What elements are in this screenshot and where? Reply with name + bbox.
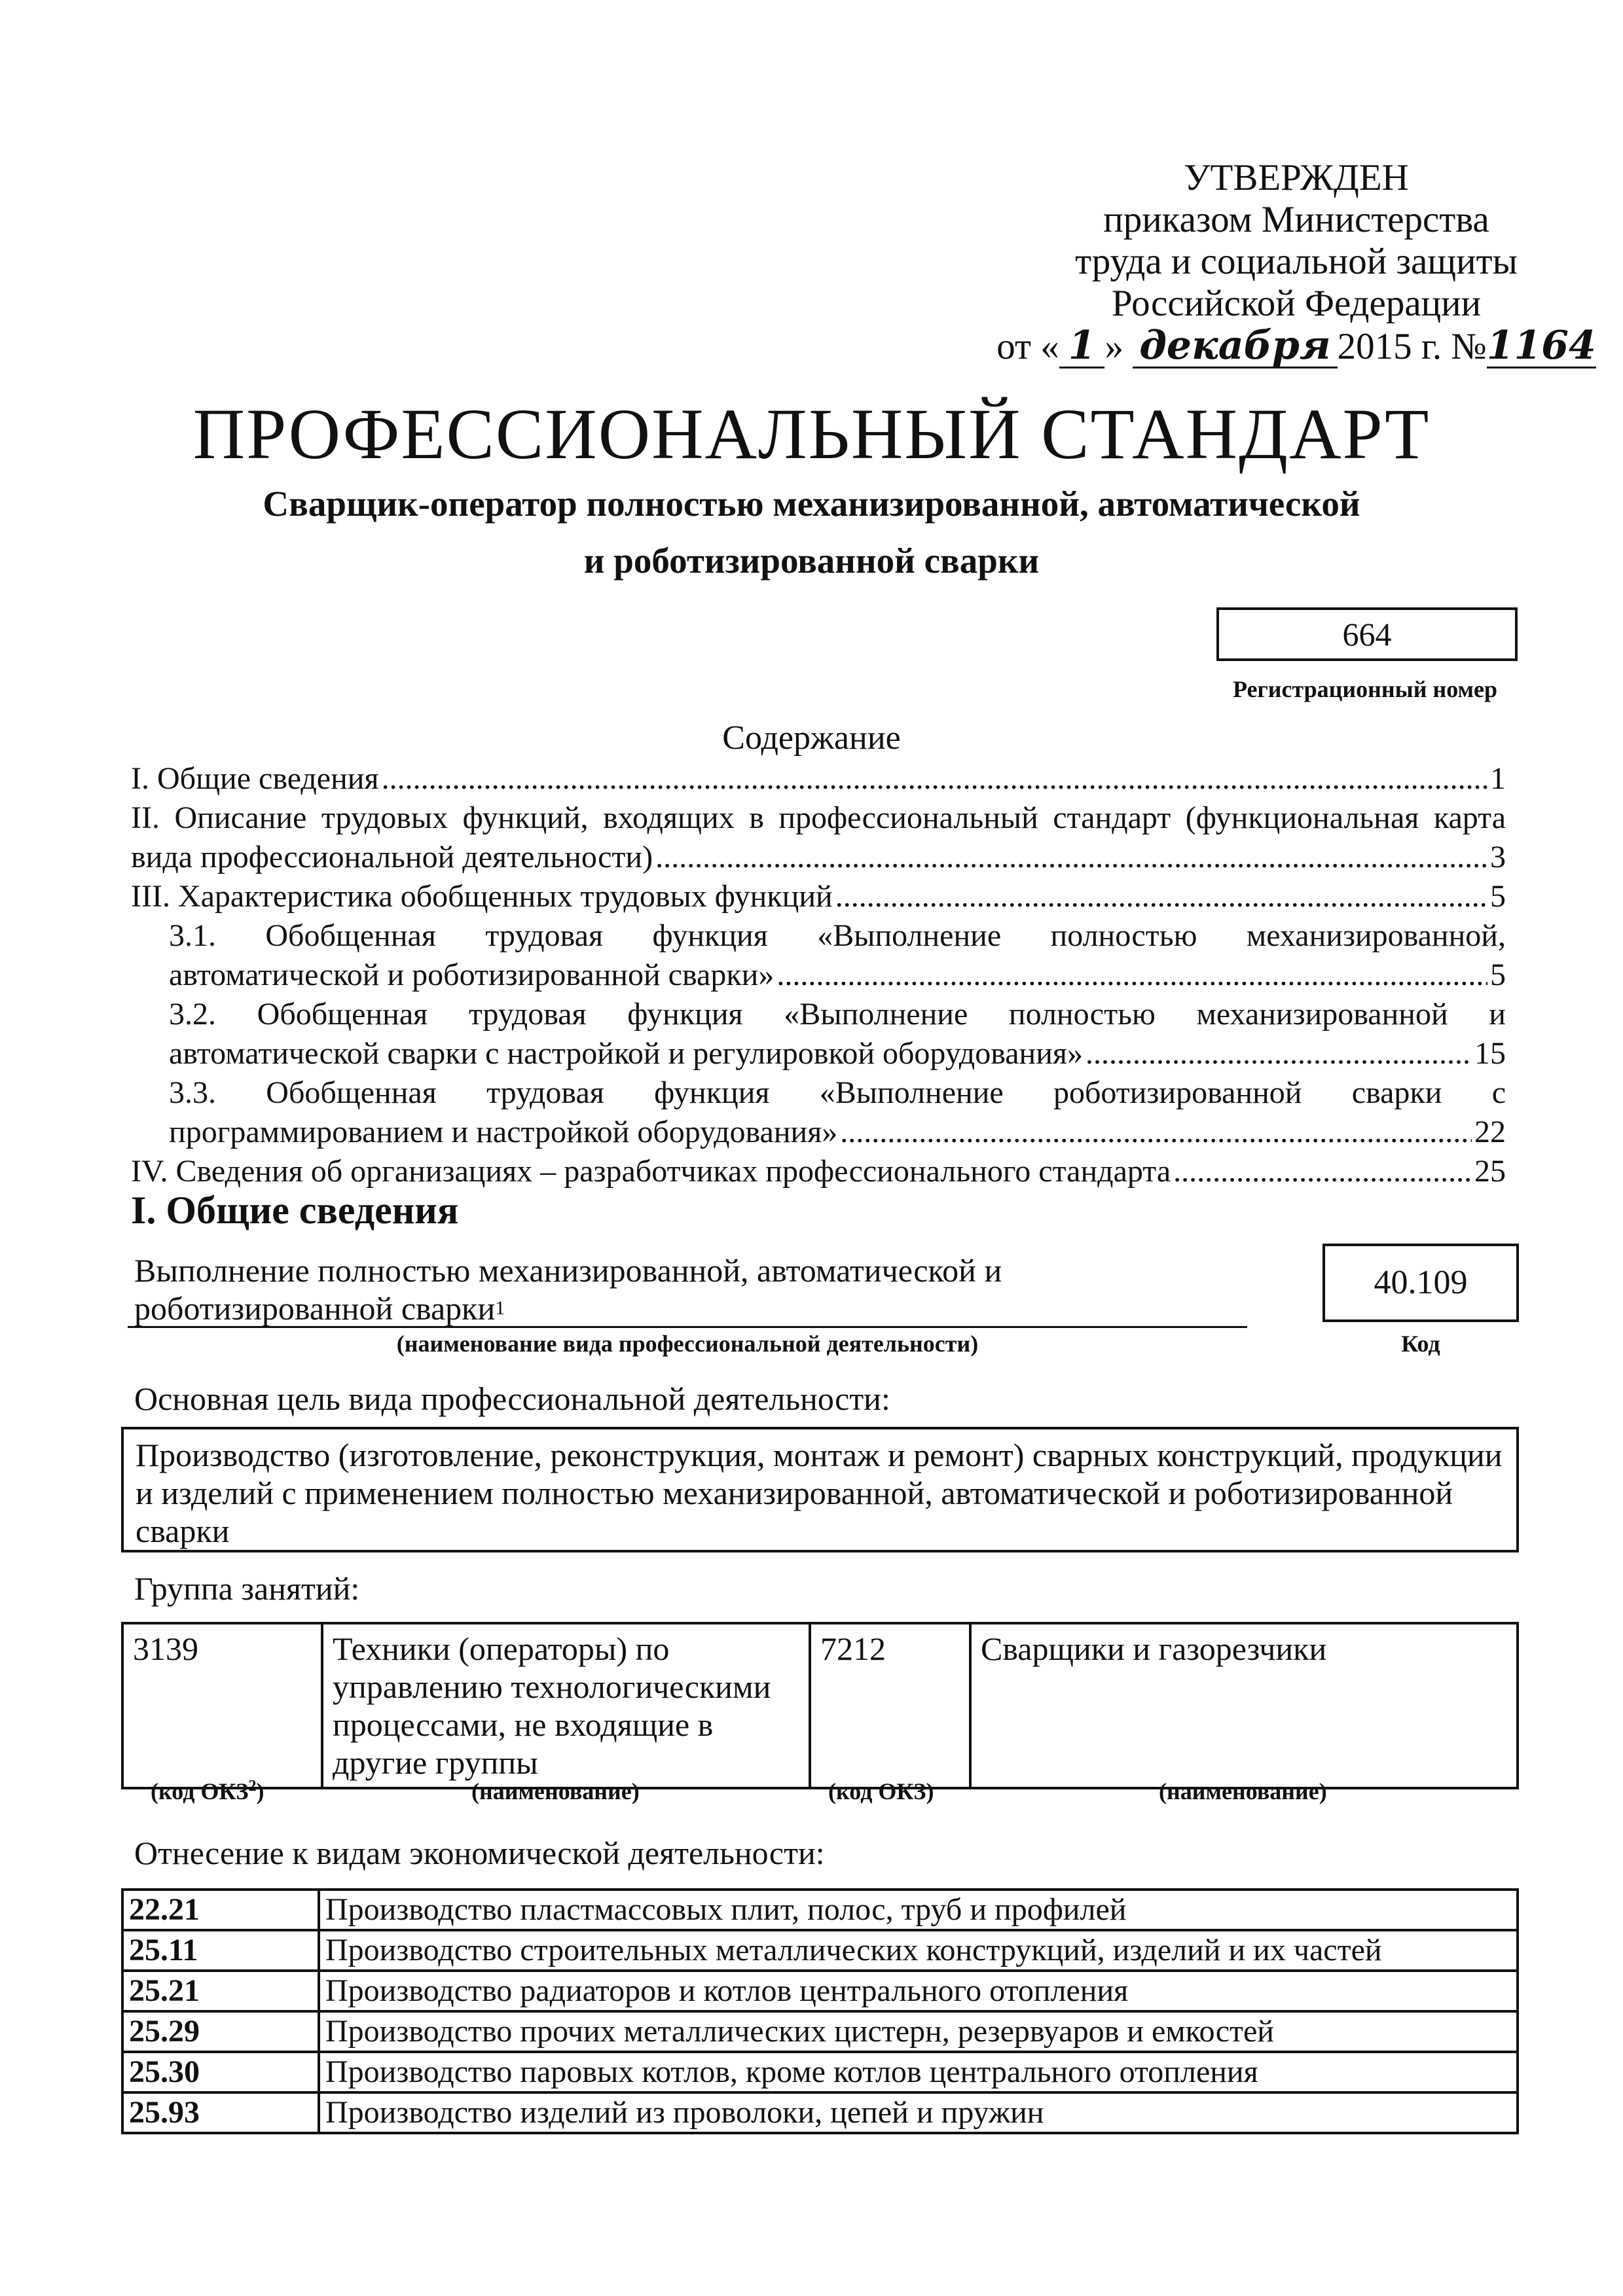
approval-line-2: приказом Министерства — [1103, 199, 1489, 240]
toc-subsection — [131, 916, 1506, 1152]
date-mid: » — [1104, 326, 1123, 367]
date-year: 2015 г. № — [1337, 326, 1487, 367]
toc-item-line[interactable]: 3.3. Обобщенная трудовая функция «Выполнение роботизированной сварки с — [169, 1075, 1506, 1110]
toc-item-text: автоматической и роботизированной сварки» — [169, 958, 775, 992]
approval-line-3: труда и социальной защиты — [1075, 241, 1518, 282]
toc-leader — [655, 838, 1487, 877]
toc-page: 5 — [1490, 879, 1506, 914]
group-name-cell: Сварщики и газорезчики — [970, 1623, 1518, 1788]
toc-item-text: I. Общие сведения — [131, 761, 379, 796]
toc-item[interactable] — [169, 956, 1506, 995]
okved-name: Производство паровых котлов, кроме котлов центрального отопления — [319, 2052, 1518, 2092]
group-code-cell: 7212 — [810, 1623, 970, 1788]
activity-name-line-2-wrap — [134, 1289, 1247, 1327]
okved-name: Производство пластмассовых плит, полос, труб и профилей — [319, 1890, 1518, 1930]
toc-leader — [1085, 1034, 1472, 1073]
table-row — [122, 1623, 1518, 1788]
toc-item-text: программированием и настройкой оборудования» — [169, 1115, 838, 1149]
code-caption: Код — [1401, 1331, 1440, 1357]
okved-name: Производство изделий из проволоки, цепей и пружин — [319, 2092, 1518, 2133]
toc-page: 5 — [1490, 958, 1506, 992]
okz-code-caption — [151, 1778, 264, 1805]
section-heading: I. Общие сведения — [131, 1189, 459, 1232]
activity-code-box: 40.109 — [1322, 1244, 1519, 1322]
document-title: ПРОФЕССИОНАЛЬНЫЙ СТАНДАРТ — [192, 394, 1431, 474]
activity-name-line-1: Выполнение полностью механизированной, автоматической и — [134, 1252, 1002, 1289]
okved-code: 25.21 — [122, 1971, 319, 2011]
toc-item[interactable] — [131, 759, 1506, 798]
toc-leader — [382, 759, 1487, 798]
approval-block — [969, 157, 1623, 368]
toc-item-line[interactable]: II. Описание трудовых функций, входящих в профессиональный стандарт (функциональная карта — [131, 800, 1506, 835]
toc-item[interactable] — [131, 877, 1506, 916]
toc-item[interactable] — [131, 838, 1506, 877]
okved-code: 25.30 — [122, 2052, 319, 2092]
subtitle-line-2: и роботизированной сварки — [583, 541, 1040, 581]
registration-number-label: Регистрационный номер — [1232, 676, 1498, 702]
toc-leader — [835, 877, 1487, 916]
table-of-contents — [131, 759, 1506, 1191]
group-name-caption: (наименование) — [471, 1778, 640, 1804]
registration-number-box: 664 — [1216, 607, 1518, 661]
goal-box: Производство (изготовление, реконструкция, монтаж и ремонт) сварных конструкций, продукции и изделий с применением полностью механизированной, автоматической и роботизированной сварки — [121, 1427, 1519, 1552]
toc-heading: Содержание — [722, 719, 901, 757]
toc-item[interactable] — [131, 1152, 1506, 1191]
table-row — [122, 1930, 1518, 1971]
approval-date-line — [969, 325, 1623, 368]
toc-page: 3 — [1490, 840, 1506, 874]
group-code-cell: 3139 — [122, 1623, 322, 1788]
okz-caption-close: ) — [256, 1778, 264, 1804]
table-row — [122, 1890, 1518, 1930]
economic-activity-table — [121, 1888, 1519, 2134]
toc-item-text: автоматической сварки с настройкой и регулировкой оборудования» — [169, 1036, 1083, 1071]
okved-code: 25.93 — [122, 2092, 319, 2133]
okved-name: Производство радиаторов и котлов центрального отопления — [319, 1971, 1518, 2011]
toc-item[interactable] — [169, 1113, 1506, 1152]
table-row — [122, 2011, 1518, 2052]
toc-leader — [840, 1113, 1472, 1152]
okved-name: Производство прочих металлических цистерн, резервуаров и емкостей — [319, 2011, 1518, 2052]
group-name-caption-2: (наименование) — [1159, 1778, 1327, 1804]
toc-leader — [1173, 1152, 1472, 1191]
group-label: Группа занятий: — [134, 1570, 360, 1607]
handwritten-month: декабря — [1133, 325, 1337, 368]
okved-code: 25.29 — [122, 2011, 319, 2052]
okved-code: 25.11 — [122, 1930, 319, 1971]
toc-page: 15 — [1474, 1036, 1506, 1071]
activity-underline — [128, 1326, 1247, 1328]
toc-item-text: вида профессиональной деятельности) — [131, 840, 653, 874]
toc-item-text: IV. Сведения об организациях – разработчиках профессионального стандарта — [131, 1154, 1171, 1189]
date-prefix: от « — [996, 326, 1059, 367]
activity-name — [134, 1251, 1247, 1327]
toc-leader — [776, 956, 1487, 995]
handwritten-order-number: 1164 — [1486, 323, 1596, 368]
okved-name: Производство строительных металлических конструкций, изделий и их частей — [319, 1930, 1518, 1971]
occupation-group-table — [121, 1622, 1519, 1789]
toc-item[interactable] — [169, 1034, 1506, 1073]
okz-caption-text: (код ОКЗ — [151, 1778, 249, 1804]
subtitle-line-1: Сварщик-оператор полностью механизированной, автоматической — [263, 484, 1360, 524]
table-row — [122, 2092, 1518, 2133]
okz-code-caption-2: (код ОКЗ) — [828, 1778, 934, 1804]
toc-item-line[interactable]: 3.2. Обобщенная трудовая функция «Выполнение полностью механизированной и — [169, 997, 1506, 1031]
activity-name-line-2: роботизированной сварки — [134, 1290, 496, 1327]
approval-line-1: УТВЕРЖДЕН — [1184, 157, 1409, 198]
table-row — [122, 2052, 1518, 2092]
approval-line-4: Российской Федерации — [1111, 283, 1482, 324]
footnote-marker: 1 — [495, 1297, 505, 1319]
toc-page: 22 — [1474, 1115, 1506, 1149]
toc-page: 25 — [1474, 1154, 1506, 1189]
toc-item-line[interactable]: 3.1. Обобщенная трудовая функция «Выполнение полностью механизированной, — [169, 918, 1506, 953]
toc-page: 1 — [1490, 761, 1506, 796]
toc-item-text: III. Характеристика обобщенных трудовых функций — [131, 879, 833, 914]
group-name-cell: Техники (операторы) по управлению технологическими процессами, не входящие в другие группы — [322, 1623, 810, 1788]
activity-caption: (наименование вида профессиональной деятельности) — [396, 1331, 979, 1357]
table-row — [122, 1971, 1518, 2011]
handwritten-day: 1 — [1059, 325, 1105, 368]
footnote-marker: 2 — [248, 1778, 257, 1795]
goal-label: Основная цель вида профессиональной деятельности: — [134, 1380, 890, 1417]
okved-code: 22.21 — [122, 1890, 319, 1930]
okved-label: Отнесение к видам экономической деятельности: — [134, 1835, 825, 1871]
